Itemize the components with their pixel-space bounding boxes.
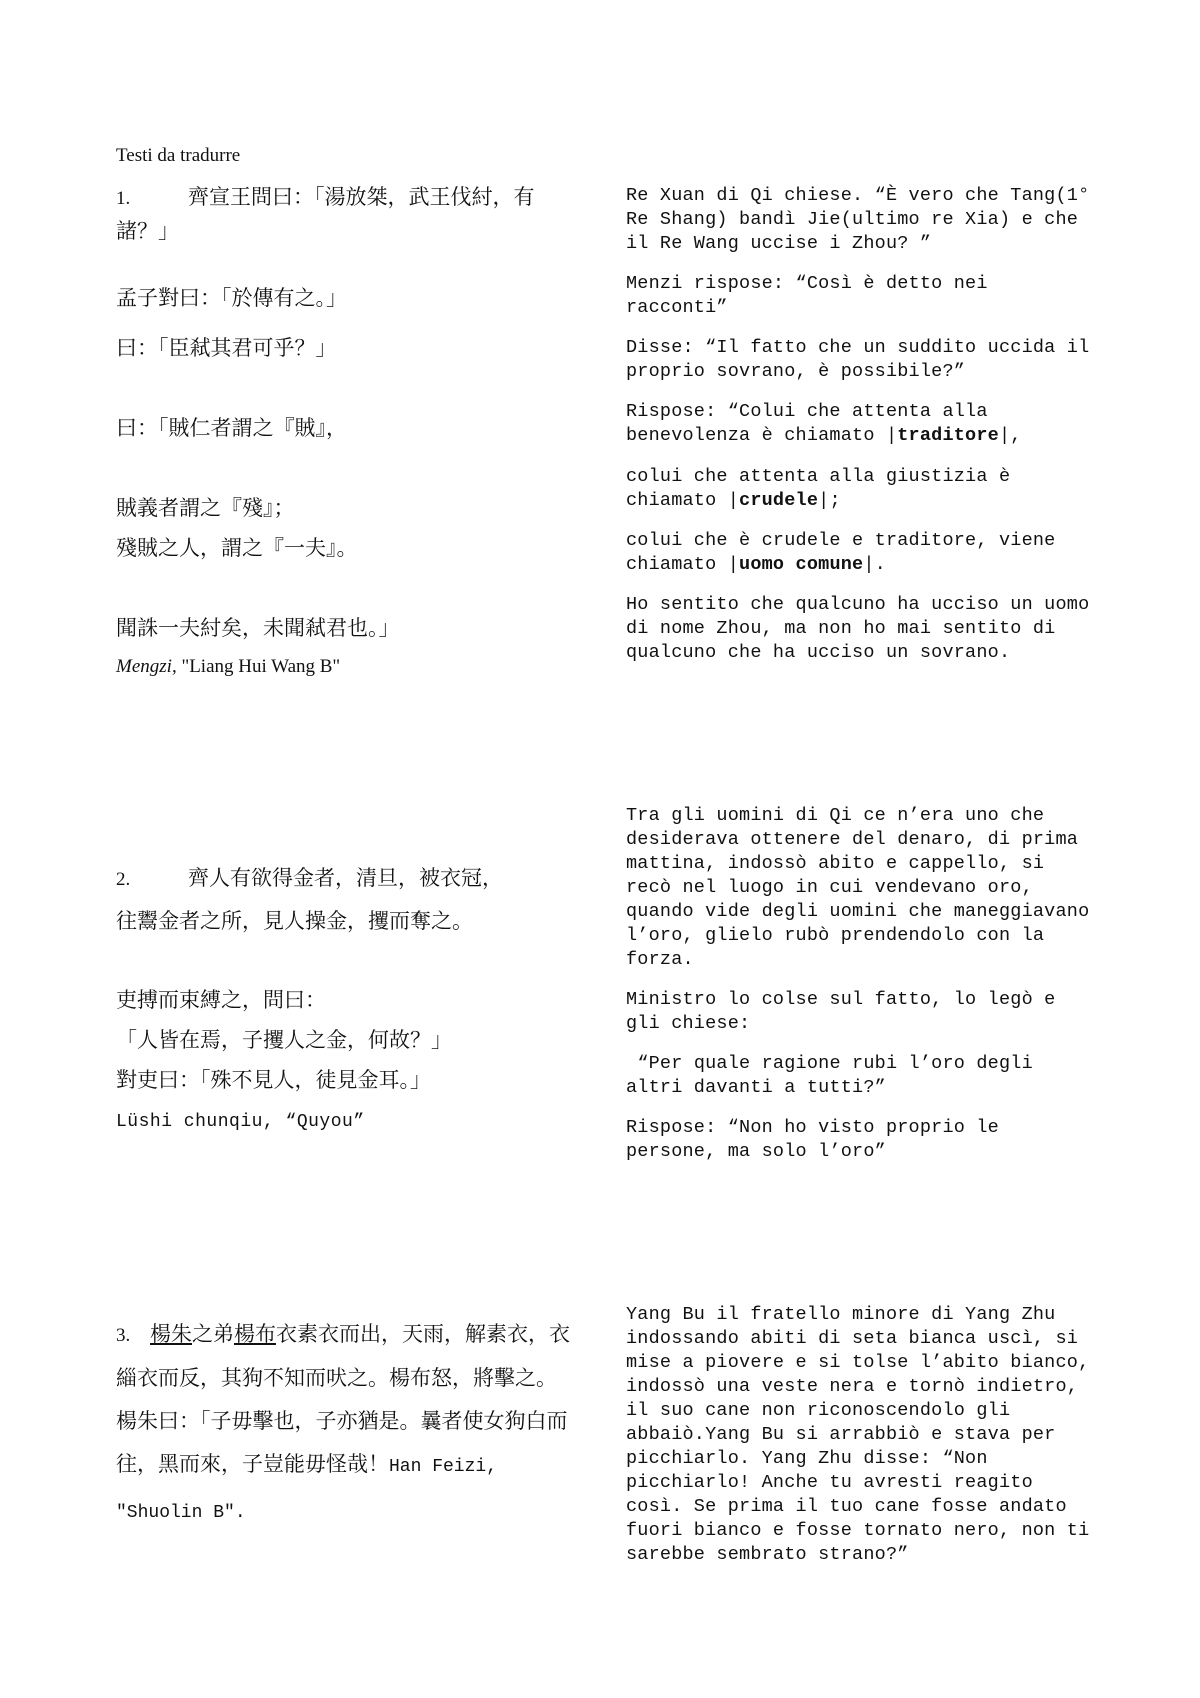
s2-it-para-1: Tra gli uomini di Qi ce n’era uno che desiderava ottenere del denaro, di prima mattina, indossò abito e cappello, si recò nel luogo in cui vendevano oro, quando vide degli uomini che maneggiavano l’oro, glielo rubò prendendolo con la forza. <box>626 805 1101 970</box>
s3-it-para: Yang Bu il fratello minore di Yang Zhu indossando abiti di seta bianca uscì, si mise a piovere e si tolse l’abito bianco, indossò una veste nera e tornò indietro, il suo cane non riconoscendolo gli abbaiò.Yang Bu si arrabbiò e stava per picchiarlo. Yang Zhu disse: “Non picchiarlo! Anche tu avresti reagito così. Se prima il tuo cane fosse andato fuori bianco e fosse tornato nero, non ti sarebbe sembrato strano?” <box>626 1304 1101 1565</box>
s1-it-para-5: colui che attenta alla giustizia è chiamato |crudele|; <box>626 466 1022 511</box>
s1-it-para-4: Rispose: “Colui che attenta alla benevolenza è chiamato |traditore|, <box>626 401 1022 446</box>
s2-zh-line-1 <box>116 862 586 896</box>
s1-zh-line-3: 曰：「臣弒其君可乎？」 <box>116 336 337 360</box>
s1-zh-text-1: 齊宣王問曰：「湯放桀，武王伐紂，有諸？」 <box>116 185 535 243</box>
s2-it-para-2: Ministro lo colse sul fatto, lo legò e gli chiese: <box>626 989 1067 1034</box>
s3-zh-name-yang-zhu: 楊朱 <box>150 1322 192 1346</box>
s2-zh-line-3: 吏搏而束縛之，問曰： <box>116 988 326 1012</box>
s1-it-para-2: Menzi rispose: “Così è detto nei racconti” <box>626 273 999 318</box>
s2-source: Lüshi chunqiu, “Quyou” <box>116 1112 365 1132</box>
s1-zh-line-7: 聞誅一夫紂矣，未聞弒君也。」 <box>116 616 400 640</box>
s3-source: Han Feizi, "Shuolin B". <box>116 1457 508 1523</box>
s1-zh-line-2: 孟子對曰：「於傳有之。」 <box>116 286 347 310</box>
s2-zh-text-1: 齊人有欲得金者，清旦，被衣冠， <box>188 866 503 890</box>
s2-it-para-3: “Per quale ragione rubi l’oro degli altri davanti a tutti?” <box>626 1053 1045 1098</box>
document-heading: Testi da tradurre <box>116 145 241 166</box>
s1-zh-line-4: 曰：「賊仁者謂之『賊』， <box>116 416 347 440</box>
s2-number: 2. <box>116 869 131 890</box>
s1-it-para-1: Re Xuan di Qi chiese. “È vero che Tang(1° Re Shang) bandì Jie(ultimo re Xia) e che il Re Wang uccise i Zhou? ” <box>626 185 1101 254</box>
s1-source-rest: , "Liang Hui Wang B" <box>171 656 341 677</box>
s3-zh-text-2: 衣素衣而出，天雨，解素衣，衣緇衣而反，其狗不知而吠之。楊布怒，將擊之。楊朱曰：「子毋擊也，子亦猶是。曩者使女狗白而往，黑而來，子豈能毋怪哉！ <box>116 1322 570 1476</box>
s1-zh-line-1 <box>116 181 586 248</box>
s1-zh-line-5: 賊義者謂之『殘』； <box>116 496 295 520</box>
s3-zh-name-yang-bu: 楊布 <box>234 1322 276 1346</box>
s3-zh-paragraph <box>116 1313 576 1535</box>
s1-it-para-6: colui che è crudele e traditore, viene chiamato |uomo comune|. <box>626 530 1067 575</box>
s1-zh-line-6: 殘賊之人，謂之『一夫』。 <box>116 536 358 560</box>
highlighted-term: crudele <box>739 490 819 511</box>
s2-it-para-4: Rispose: “Non ho visto proprio le persone, ma solo l’oro” <box>626 1117 1011 1162</box>
s1-source-title: Mengzi <box>116 656 172 677</box>
s1-number: 1. <box>116 188 131 209</box>
s2-zh-line-2: 往鬻金者之所，見人操金，攫而奪之。 <box>116 909 473 933</box>
s1-source <box>116 656 340 678</box>
s2-zh-line-4: 「人皆在焉，子攫人之金，何故？」 <box>116 1028 452 1052</box>
s2-zh-line-5: 對吏曰：「殊不見人，徒見金耳。」 <box>116 1068 431 1092</box>
s1-it-para-7: Ho sentito che qualcuno ha ucciso un uomo di nome Zhou, ma non ho mai sentito di qualcuno che ha ucciso un sovrano. <box>626 594 1101 663</box>
s3-number: 3. <box>116 1325 131 1346</box>
highlighted-term: uomo comune <box>739 554 864 575</box>
highlighted-term: traditore <box>897 425 999 446</box>
s3-zh-text-1: 之弟 <box>192 1322 234 1346</box>
s1-it-para-3: Disse: “Il fatto che un suddito uccida il proprio sovrano, è possibile?” <box>626 337 1101 382</box>
